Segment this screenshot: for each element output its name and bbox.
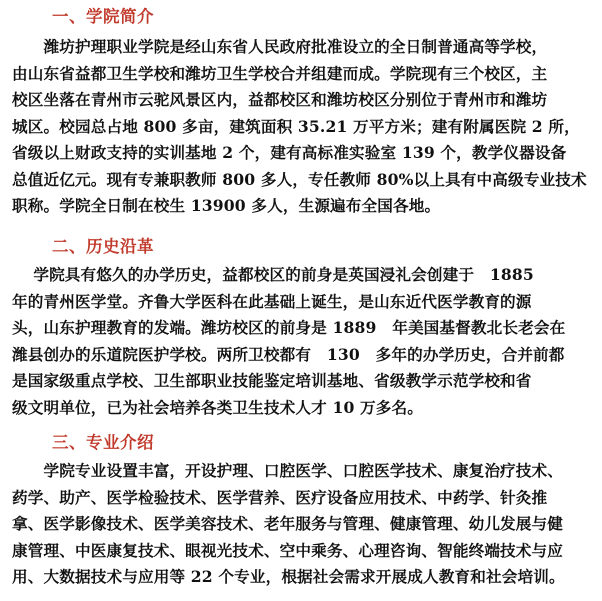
text-line: 职称。学院全日制在校生 13900 多人，生源遍布全国各地。 bbox=[12, 196, 441, 215]
text-line: 校区坐落在青州市云驼风景区内，益都校区和潍坊校区分别位于青州市和潍坊 bbox=[12, 90, 548, 109]
text-line: 头，山东护理教育的发端。潍坊校区的前身是 1889 年美国基督教北长老会在 bbox=[12, 318, 566, 337]
text-line: 拿、医学影像技术、医学美容技术、老年服务与管理、健康管理、幼儿发展与健 bbox=[12, 514, 564, 533]
text-line: 级文明单位，已为社会培养各类卫生技术人才 10 万多名。 bbox=[12, 397, 424, 417]
text-line: 由山东省益都卫生学校和潍坊卫生学校合并组建而成。学院现有三个校区，主 bbox=[12, 63, 548, 83]
section-heading-introduction: 一、学院简介 bbox=[52, 7, 154, 26]
text-line: 药学、助产、医学检验技术、医学营养、医疗设备应用技术、中药学、针灸推 bbox=[12, 487, 548, 507]
text-line: 学院专业设置丰富，开设护理、口腔医学、口腔医学技术、康复治疗技术、 bbox=[12, 461, 564, 480]
section-body-introduction bbox=[12, 34, 592, 220]
text-line: 学院具有悠久的办学历史，益都校区的前身是英国浸礼会创建于 1885 bbox=[12, 265, 534, 284]
text-line: 年的青州医学堂。齐鲁大学医科在此基础上诞生，是山东近代医学教育的源 bbox=[12, 291, 532, 311]
section-body-majors bbox=[12, 458, 592, 591]
section-heading-majors: 三、专业介绍 bbox=[52, 433, 154, 452]
text-line: 潍坊护理职业学院是经山东省人民政府批准设立的全日制普通高等学校， bbox=[12, 37, 548, 56]
text-line: 省级以上财政支持的实训基地 2 个，建有高标准实验室 139 个，教学仪器设备 bbox=[12, 143, 567, 162]
text-line: 用、大数据技术与应用等 22 个专业，根据社会需求开展成人教育和社会培训。 bbox=[12, 567, 565, 586]
text-line: 潍县创办的乐道院医护学校。两所卫校都有 130 多年的办学历史，合并前都 bbox=[12, 344, 565, 364]
section-heading-history: 二、历史沿革 bbox=[52, 237, 154, 256]
text-line: 总值近亿元。现有专兼职教师 800 多人，专任教师 80%以上具有中高级专业技术 bbox=[12, 169, 587, 189]
text-line: 康管理、中医康复技术、眼视光技术、空中乘务、心理咨询、智能终端技术与应 bbox=[12, 540, 564, 560]
text-line: 是国家级重点学校、卫生部职业技能鉴定培训基地、省级教学示范学校和省 bbox=[12, 371, 532, 390]
section-body-history bbox=[12, 262, 592, 421]
text-line: 城区。校园总占地 800 多亩，建筑面积 35.21 万平方米；建有附属医院 2 所， bbox=[12, 116, 580, 136]
